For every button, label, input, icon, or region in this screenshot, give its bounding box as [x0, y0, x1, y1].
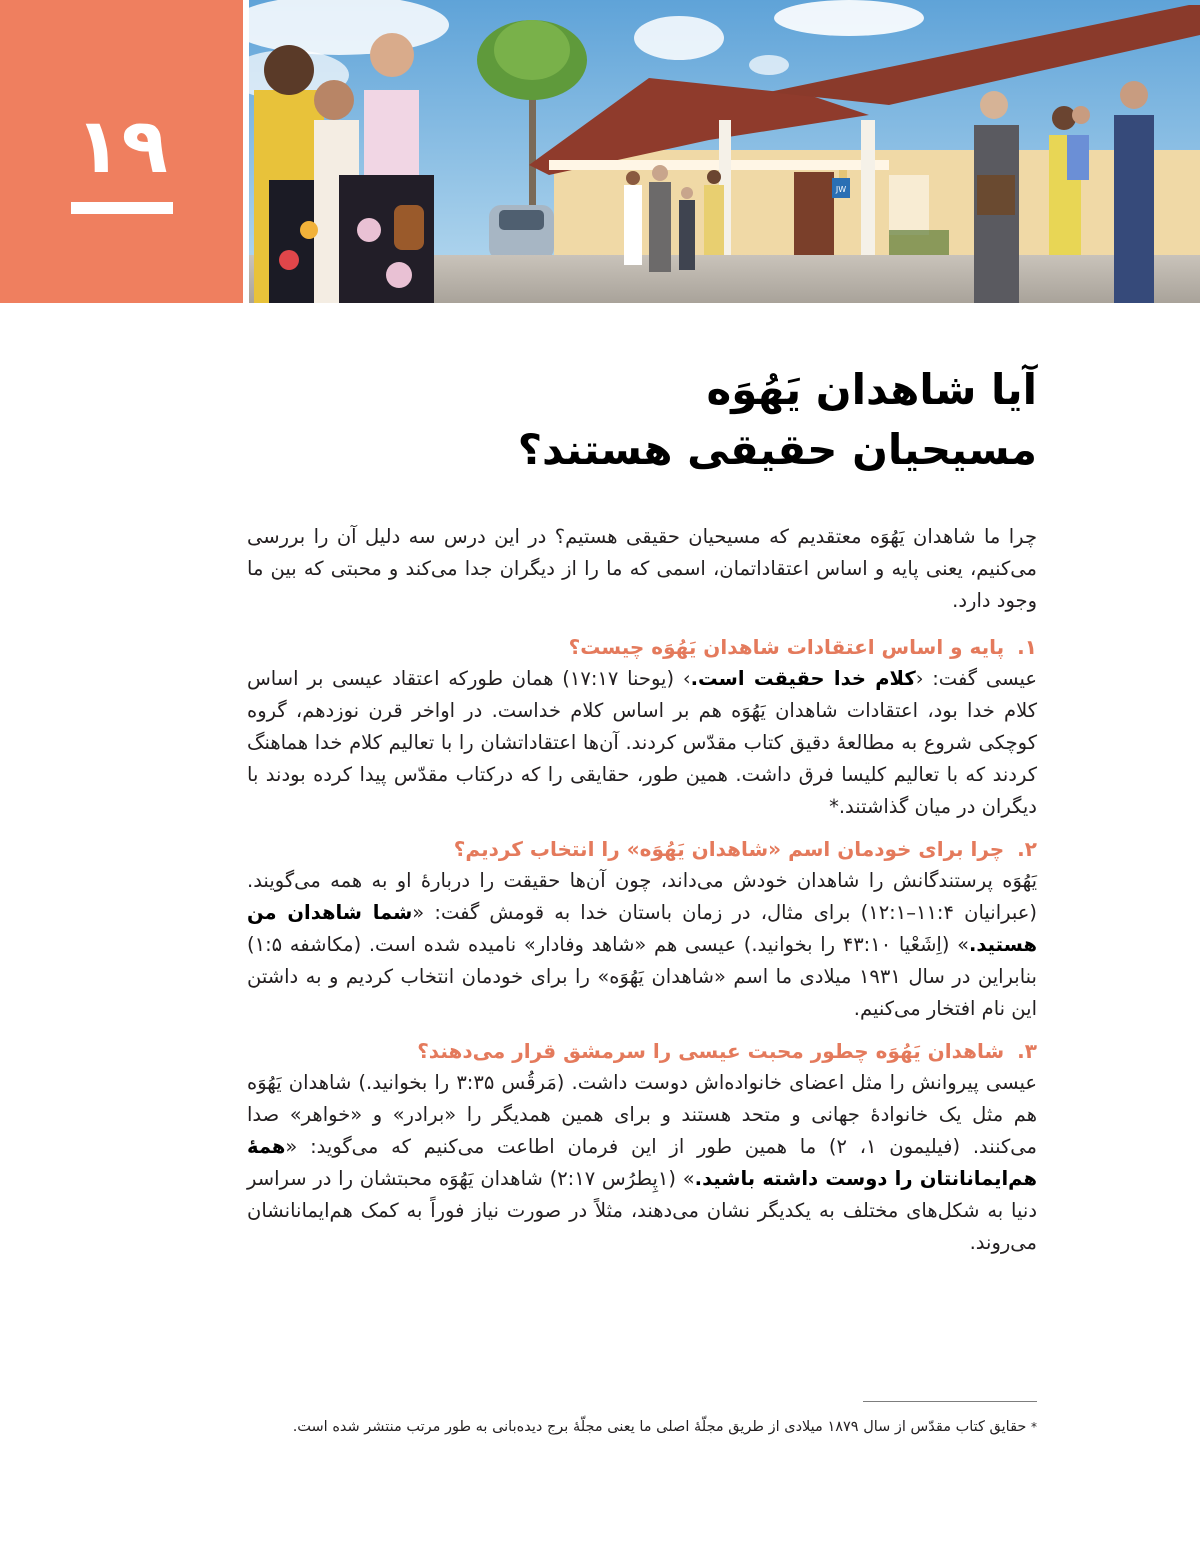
- lesson-number-block: [0, 0, 243, 303]
- jw-sign-text: JW: [835, 185, 847, 194]
- lesson-number-underline: [71, 202, 173, 214]
- section-paragraph: [247, 663, 1037, 823]
- section-question-text: پایه و اساس اعتقادات شاهدان یَهُوَه چیست؟: [568, 635, 1005, 659]
- parked-car: [489, 205, 554, 260]
- lesson-number: ۱۹: [75, 101, 168, 190]
- footnote-asterisk: *: [1031, 1420, 1037, 1434]
- section-text: یَهُوَه پرستندگانش را شاهدان خودش می‌داند، چون آن‌ها حقیقت را دربارهٔ او به همه می‌گویند. (عبرانیان ۱۱:۴–۱۲:۱) برای مثال، در زمان باستان خدا به قومش گفت: «: [247, 869, 1038, 924]
- lesson-title-line-1: آیا شاهدان یَهُوَه: [706, 365, 1037, 414]
- footnote-divider: [863, 1401, 1037, 1402]
- section-text: › (یوحنا ۱۷:۱۷) همان طورکه اعتقاد عیسی بر اساس کلام خدا بود، اعتقادات شاهدان یَهُوَه هم بر اساس کلام خداست. در اواخر قرن نوزدهم، گروه کوچکی شروع به مطالعهٔ دقیق کتاب مقدّس کردند. آن‌ها اعتقاداتشان را با تعالیم کلام خدا هماهنگ کردند که با تعالیم کلیسا فرق داشت. همین طور، حقایقی را که درکتاب مقدّس پیدا کرده بودند با دیگران در میان گذاشتند.: [247, 667, 1037, 818]
- section-question: [247, 1035, 1037, 1067]
- section-text: عیسی گفت: ‹: [915, 667, 1037, 690]
- section-question-text: شاهدان یَهُوَه چطور محبت عیسی را سرمشق قرار می‌دهند؟: [417, 1039, 1005, 1063]
- section-text: عیسی پیروانش را مثل اعضای خانواده‌اش دوست داشت. (مَرقُس ۳:۳۵ را بخوانید.) شاهدان یَهُوَه هم مثل یک خانوادهٔ جهانی و متحد هستند و برای همین همدیگر را «برادر» و «خواهر» صدا می‌کنند. (فیلیمون ۱، ۲) ما همین طور از این فرمان اطاعت می‌کنیم که می‌گوید: «: [247, 1071, 1038, 1158]
- section-text: » (۱پِطرُس ۲:۱۷) شاهدان یَهُوَه محبتشان را در سراسر دنیا به شکل‌های مختلف به یکدیگر نشان می‌دهند، مثلاً در صورت نیاز فوراً به کمک هم‌ایمانانشان می‌روند.: [247, 1167, 1037, 1254]
- section-number: ۲.: [1017, 837, 1037, 861]
- intro-paragraph: چرا ما شاهدان یَهُوَه معتقدیم که مسیحیان حقیقی هستیم؟ در این درس سه دلیل آن را بررسی می‌کنیم، یعنی پایه و اساس اعتقاداتمان، اسمی که ما را از دیگران جدا می‌کند و محبتی که بین ما وجود دارد.: [247, 525, 1037, 612]
- section-2: [247, 833, 1037, 1025]
- lesson-title-line-2: مسیحیان حقیقی هستند؟: [517, 425, 1037, 474]
- section-question: [247, 631, 1037, 663]
- section-question: [247, 833, 1037, 865]
- footnote: [247, 1414, 1037, 1441]
- scripture-quote: همهٔ هم‌ایمانانتان را دوست داشته باشید.: [247, 1135, 1037, 1190]
- section-3: [247, 1035, 1037, 1259]
- section-paragraph: [247, 865, 1037, 1025]
- footnote-marker[interactable]: *: [829, 795, 839, 818]
- header-photo: [249, 0, 1200, 303]
- section-text: » (اِشَعْیا ۴۳:۱۰ را بخوانید.) عیسی هم «شاهد وفادار» نامیده شده است. (مکاشفه ۱:۵) بنابراین در سال ۱۹۳۱ میلادی ما اسم «شاهدان یَهُوَه» را برای خودمان انتخاب کردیم و به داشتن این نام افتخار می‌کنیم.: [247, 933, 1037, 1020]
- footnote-text: حقایق کتاب مقدّس از سال ۱۸۷۹ میلادی از طریق مجلّهٔ اصلی ما یعنی مجلّهٔ برج دیده‌بانی به طور مرتب منتشر شده است.: [292, 1419, 1027, 1435]
- scripture-quote: شما شاهدان من هستید.: [247, 901, 1037, 956]
- scripture-quote: کلام خدا حقیقت است.: [690, 667, 916, 690]
- section-1: [247, 631, 1037, 823]
- lesson-title: [337, 360, 1037, 480]
- section-paragraph: [247, 1067, 1037, 1259]
- section-number: ۳.: [1017, 1039, 1037, 1063]
- section-number: ۱.: [1017, 635, 1037, 659]
- lesson-content: [247, 521, 1037, 1269]
- section-question-text: چرا برای خودمان اسم «شاهدان یَهُوَه» را انتخاب کردیم؟: [453, 837, 1005, 861]
